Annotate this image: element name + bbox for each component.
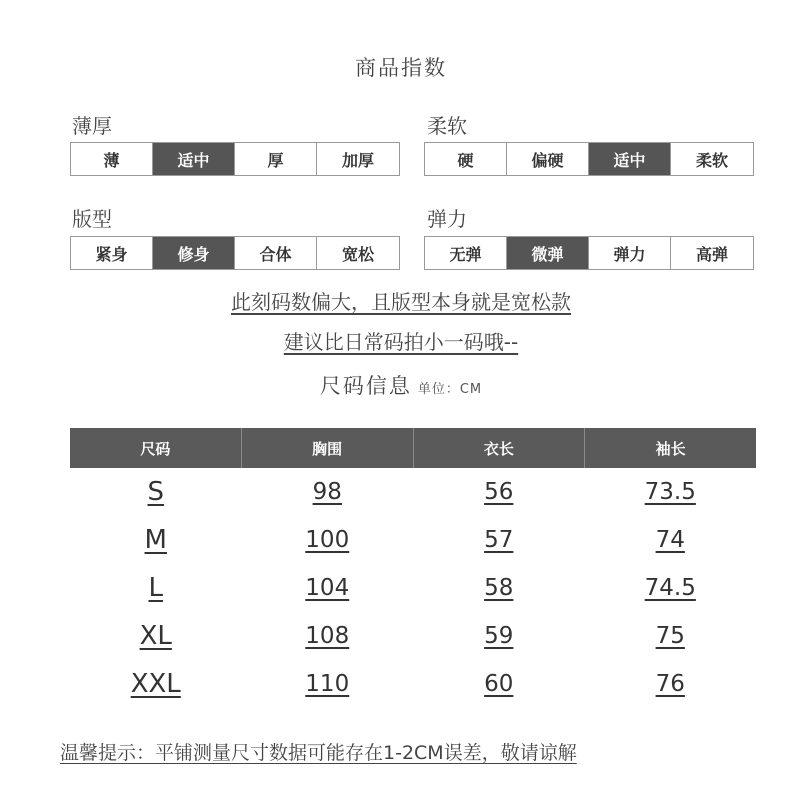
elasticity-option-elastic: 弹力 (589, 237, 671, 269)
table-row (70, 564, 756, 612)
cell-chest: 98 (312, 479, 342, 505)
softness-option-slightly-hard: 偏硬 (507, 143, 589, 175)
elasticity-scale (424, 236, 754, 270)
size-info-title-text: 尺码信息 (319, 374, 412, 398)
cell-length: 56 (484, 479, 514, 505)
cell-length: 58 (484, 575, 514, 601)
softness-option-medium: 适中 (589, 143, 671, 175)
cell-sleeve: 74.5 (644, 575, 696, 601)
header-size: 尺码 (70, 428, 242, 468)
softness-option-soft: 柔软 (671, 143, 753, 175)
size-note-line-1: 此刻码数偏大，且版型本身就是宽松款 (231, 290, 571, 314)
fit-option-slim: 修身 (153, 237, 235, 269)
cell-size: S (147, 477, 164, 507)
thickness-label: 薄厚 (72, 114, 112, 138)
size-info-unit: 单位：CM (417, 382, 483, 397)
fit-option-tight: 紧身 (71, 237, 153, 269)
cell-size: M (144, 525, 167, 555)
cell-size: L (148, 573, 163, 603)
header-length: 衣长 (414, 428, 586, 468)
softness-scale (424, 142, 754, 176)
table-row (70, 612, 756, 660)
cell-chest: 110 (305, 671, 350, 697)
fit-scale (70, 236, 400, 270)
softness-label: 柔软 (427, 114, 467, 138)
cell-sleeve: 75 (655, 623, 685, 649)
thickness-option-thin: 薄 (71, 143, 153, 175)
thickness-option-extra-thick: 加厚 (317, 143, 399, 175)
index-title: 商品指数 (355, 56, 447, 80)
table-row (70, 468, 756, 516)
cell-size: XXL (130, 669, 181, 699)
header-sleeve: 袖长 (655, 439, 686, 458)
thickness-option-thick: 厚 (235, 143, 317, 175)
table-row (70, 660, 756, 708)
cell-size: XL (139, 621, 172, 651)
cell-chest: 104 (305, 575, 350, 601)
fit-option-regular: 合体 (235, 237, 317, 269)
cell-sleeve: 76 (655, 671, 685, 697)
thickness-option-medium: 适中 (153, 143, 235, 175)
elasticity-option-high: 高弹 (671, 237, 753, 269)
cell-sleeve: 74 (655, 527, 685, 553)
thickness-scale (70, 142, 400, 176)
footer-tip: 温馨提示：平铺测量尺寸数据可能存在1-2CM误差，敬请谅解 (60, 742, 577, 764)
cell-length: 59 (484, 623, 514, 649)
size-note-line-2: 建议比日常码拍小一码哦-- (283, 330, 519, 354)
softness-option-hard: 硬 (425, 143, 507, 175)
elasticity-label: 弹力 (427, 207, 467, 231)
size-table (70, 428, 756, 708)
cell-chest: 108 (305, 623, 350, 649)
elasticity-option-slight: 微弹 (507, 237, 589, 269)
table-row (70, 516, 756, 564)
cell-sleeve: 73.5 (644, 479, 696, 505)
size-table-header (70, 428, 756, 468)
cell-length: 60 (484, 671, 514, 697)
header-chest: 胸围 (242, 428, 414, 468)
elasticity-option-none: 无弹 (425, 237, 507, 269)
cell-length: 57 (484, 527, 514, 553)
fit-label: 版型 (72, 207, 112, 231)
fit-option-loose: 宽松 (317, 237, 399, 269)
size-info-title (0, 370, 802, 400)
cell-chest: 100 (305, 527, 350, 553)
